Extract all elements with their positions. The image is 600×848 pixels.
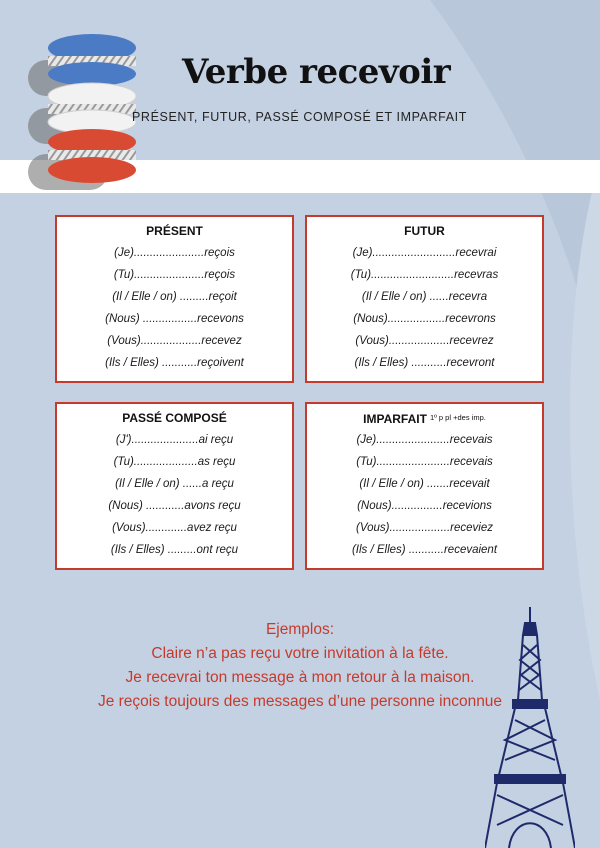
card-title: FUTUR: [404, 224, 445, 238]
conjugation-row: (Nous) .................recevons: [105, 313, 244, 325]
conjugation-row: (Ils / Elles) .........ont reçu: [110, 544, 239, 556]
conjugation-row: (Tu)..........................recevras: [350, 269, 499, 281]
card-present: [55, 215, 294, 383]
macaron-stack-icon: [22, 30, 142, 195]
eiffel-tower-icon: [485, 605, 575, 848]
conjugation-row: (Ils / Elles) ...........reçoivent: [105, 357, 244, 369]
conjugation-list: [57, 429, 292, 561]
conjugation-row: (Nous) ............avons reçu: [108, 500, 241, 512]
examples-section: [60, 618, 540, 714]
example-sentence: Je reçois toujours des messages d’une personne inconnue: [97, 693, 503, 710]
card-title-text: IMPARFAIT: [363, 412, 427, 426]
conjugation-row: (Nous)..................recevrons: [353, 313, 496, 325]
conjugation-list: [57, 242, 292, 374]
examples-heading: Ejemplos:: [265, 621, 335, 638]
example-sentence: Je recevrai ton message à mon retour à la maison.: [125, 669, 475, 686]
card-title: [307, 411, 542, 425]
page-subtitle: PRÉSENT, FUTUR, PASSÉ COMPOSÉ ET IMPARFAIT: [132, 110, 467, 124]
card-passe-compose: [55, 402, 294, 570]
card-imparfait: [305, 402, 544, 570]
conjugation-list: [307, 429, 542, 561]
conjugation-row: (Vous)...................recevez: [107, 335, 242, 347]
conjugation-row: (Il / Elle / on) .......recevait: [359, 478, 490, 490]
conjugation-row: (J').....................ai reçu: [115, 434, 234, 446]
card-futur: [305, 215, 544, 383]
conjugation-row: (Tu)....................as reçu: [113, 456, 236, 468]
conjugation-row: (Il / Elle / on) ......a reçu: [115, 478, 234, 490]
conjugation-row: (Je)..........................recevrai: [352, 247, 497, 259]
conjugation-row: (Il / Elle / on) ......recevra: [361, 291, 488, 303]
conjugation-row: (Je).......................recevais: [356, 434, 493, 446]
conjugation-row: (Je)......................reçois: [114, 247, 235, 259]
page-title: Verbe recevoir: [182, 52, 451, 92]
conjugation-row: (Tu)......................reçois: [113, 269, 236, 281]
conjugation-row: (Nous)................recevions: [357, 500, 492, 512]
conjugation-row: (Tu).......................recevais: [356, 456, 493, 468]
conjugation-row: (Il / Elle / on) .........reçoit: [112, 291, 237, 303]
conjugation-list: [307, 242, 542, 374]
conjugation-row: (Ils / Elles) ...........recevaient: [351, 544, 498, 556]
conjugation-row: (Vous).............avez reçu: [112, 522, 237, 534]
card-title: PRÉSENT: [146, 224, 203, 238]
card-title-note: 1º p pl +des imp.: [429, 413, 486, 422]
conjugation-row: (Ils / Elles) ...........recevront: [354, 357, 495, 369]
card-title: PASSÉ COMPOSÉ: [122, 411, 227, 425]
example-sentence: Claire n’a pas reçu votre invitation à la fête.: [151, 645, 449, 662]
conjugation-row: (Vous)...................receviez: [356, 522, 493, 534]
conjugation-row: (Vous)...................recevrez: [355, 335, 494, 347]
